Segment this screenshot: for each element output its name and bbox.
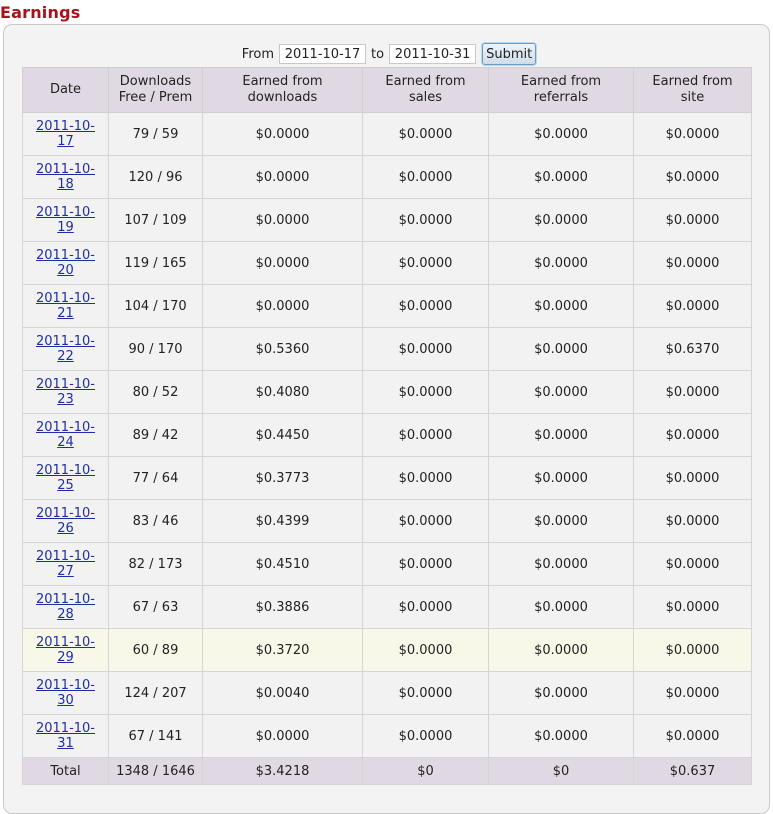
date-link[interactable]	[36, 420, 95, 450]
earned-downloads-cell: $0.3720	[203, 629, 363, 672]
date-link-part2: 20	[57, 263, 74, 278]
earned-sales-cell: $0.0000	[363, 156, 489, 199]
date-link[interactable]	[36, 377, 95, 407]
earned-sales-cell: $0.0000	[363, 457, 489, 500]
earned-sales-cell: $0.0000	[363, 672, 489, 715]
date-link[interactable]	[36, 549, 95, 579]
earned-downloads-cell: $0.0000	[203, 715, 363, 758]
date-link-part2: 25	[57, 478, 74, 493]
total-earned-referrals: $0	[489, 758, 634, 785]
downloads-cell: 120 / 96	[109, 156, 203, 199]
date-cell	[23, 371, 109, 414]
earned-site-cell: $0.0000	[634, 715, 752, 758]
col-header-earned-referrals	[489, 68, 634, 113]
earned-site-cell: $0.6370	[634, 328, 752, 371]
date-link[interactable]	[36, 119, 95, 149]
header-sales-line2: sales	[408, 90, 443, 105]
col-header-earned-downloads	[203, 68, 363, 113]
col-header-earned-sales	[363, 68, 489, 113]
earned-referrals-cell: $0.0000	[489, 414, 634, 457]
date-cell	[23, 113, 109, 156]
earned-referrals-cell: $0.0000	[489, 242, 634, 285]
earned-sales-cell: $0.0000	[363, 328, 489, 371]
date-link[interactable]	[36, 721, 95, 751]
date-link-part1: 2011-10-	[35, 592, 95, 607]
downloads-cell: 80 / 52	[109, 371, 203, 414]
table-row	[23, 629, 752, 672]
earned-downloads-cell: $0.0000	[203, 113, 363, 156]
earned-site-cell: $0.0000	[634, 629, 752, 672]
date-link-part2: 29	[57, 650, 74, 665]
earned-downloads-cell: $0.0000	[203, 285, 363, 328]
earned-referrals-cell: $0.0000	[489, 156, 634, 199]
table-row	[23, 500, 752, 543]
earned-site-cell: $0.0000	[634, 457, 752, 500]
header-dl-line1: Earned from	[242, 74, 323, 89]
date-cell	[23, 199, 109, 242]
date-cell	[23, 543, 109, 586]
date-cell	[23, 414, 109, 457]
earned-downloads-cell: $0.0000	[203, 156, 363, 199]
table-row	[23, 414, 752, 457]
date-cell	[23, 672, 109, 715]
total-row	[23, 758, 752, 785]
date-link[interactable]	[36, 248, 95, 278]
earnings-table	[22, 67, 752, 785]
downloads-cell: 79 / 59	[109, 113, 203, 156]
date-cell	[23, 285, 109, 328]
date-link-part2: 24	[57, 435, 74, 450]
earned-downloads-cell: $0.0040	[203, 672, 363, 715]
table-row	[23, 715, 752, 758]
earned-site-cell: $0.0000	[634, 672, 752, 715]
earned-referrals-cell: $0.0000	[489, 500, 634, 543]
date-link[interactable]	[36, 678, 95, 708]
date-cell	[23, 242, 109, 285]
total-earned-downloads: $3.4218	[203, 758, 363, 785]
date-link-part2: 26	[57, 521, 74, 536]
table-row	[23, 672, 752, 715]
date-link-part1: 2011-10-	[35, 162, 95, 177]
date-link-part1: 2011-10-	[35, 334, 95, 349]
downloads-cell: 89 / 42	[109, 414, 203, 457]
earned-site-cell: $0.0000	[634, 500, 752, 543]
date-link[interactable]	[36, 162, 95, 192]
date-link-part1: 2011-10-	[35, 119, 95, 134]
earned-sales-cell: $0.0000	[363, 543, 489, 586]
earned-sales-cell: $0.0000	[363, 500, 489, 543]
downloads-cell: 83 / 46	[109, 500, 203, 543]
downloads-cell: 67 / 141	[109, 715, 203, 758]
downloads-cell: 67 / 63	[109, 586, 203, 629]
date-cell	[23, 500, 109, 543]
earned-referrals-cell: $0.0000	[489, 457, 634, 500]
date-cell	[23, 715, 109, 758]
downloads-cell: 90 / 170	[109, 328, 203, 371]
page-title: Earnings	[0, 3, 81, 22]
date-link-part1: 2011-10-	[35, 721, 95, 736]
date-link-part2: 28	[57, 607, 74, 622]
earned-site-cell: $0.0000	[634, 242, 752, 285]
earned-site-cell: $0.0000	[634, 414, 752, 457]
earned-downloads-cell: $0.4399	[203, 500, 363, 543]
date-link-part1: 2011-10-	[35, 291, 95, 306]
earned-site-cell: $0.0000	[634, 199, 752, 242]
table-row	[23, 242, 752, 285]
earned-referrals-cell: $0.0000	[489, 543, 634, 586]
col-header-date	[23, 68, 109, 113]
header-downloads-line1: Downloads	[119, 74, 192, 89]
date-link-part1: 2011-10-	[35, 635, 95, 650]
earned-referrals-cell: $0.0000	[489, 715, 634, 758]
earned-referrals-cell: $0.0000	[489, 328, 634, 371]
to-date-input[interactable]	[389, 44, 476, 64]
earned-site-cell: $0.0000	[634, 285, 752, 328]
date-link-part1: 2011-10-	[35, 549, 95, 564]
earned-site-cell: $0.0000	[634, 156, 752, 199]
earned-sales-cell: $0.0000	[363, 629, 489, 672]
date-cell	[23, 328, 109, 371]
date-link-part1: 2011-10-	[35, 420, 95, 435]
submit-button[interactable]: Submit	[482, 43, 536, 65]
header-downloads-line2: Free / Prem	[118, 90, 193, 105]
header-date-text: Date	[49, 82, 82, 97]
downloads-cell: 77 / 64	[109, 457, 203, 500]
header-site-line2: site	[680, 90, 705, 105]
date-link-part1: 2011-10-	[35, 248, 95, 263]
header-ref-line2: referrals	[533, 90, 589, 105]
earned-referrals-cell: $0.0000	[489, 672, 634, 715]
from-label: From	[241, 46, 275, 62]
earned-referrals-cell: $0.0000	[489, 199, 634, 242]
total-label: Total	[23, 758, 109, 785]
header-sales-line1: Earned from	[385, 74, 466, 89]
earned-sales-cell: $0.0000	[363, 414, 489, 457]
table-row	[23, 371, 752, 414]
date-link[interactable]	[36, 291, 95, 321]
from-date-input[interactable]	[279, 44, 366, 64]
earned-downloads-cell: $0.4450	[203, 414, 363, 457]
date-link-part2: 17	[57, 134, 74, 149]
date-link[interactable]	[36, 205, 95, 235]
earned-referrals-cell: $0.0000	[489, 285, 634, 328]
date-link-part2: 21	[57, 306, 74, 321]
earned-site-cell: $0.0000	[634, 586, 752, 629]
earned-downloads-cell: $0.4510	[203, 543, 363, 586]
downloads-cell: 60 / 89	[109, 629, 203, 672]
earned-referrals-cell: $0.0000	[489, 113, 634, 156]
to-label: to	[371, 46, 385, 62]
earned-sales-cell: $0.0000	[363, 371, 489, 414]
date-cell	[23, 156, 109, 199]
earned-site-cell: $0.0000	[634, 543, 752, 586]
date-link-part2: 31	[57, 736, 74, 751]
date-link-part1: 2011-10-	[35, 506, 95, 521]
downloads-cell: 119 / 165	[109, 242, 203, 285]
col-header-downloads	[109, 68, 203, 113]
date-link-part1: 2011-10-	[35, 205, 95, 220]
total-downloads: 1348 / 1646	[109, 758, 203, 785]
earned-downloads-cell: $0.4080	[203, 371, 363, 414]
total-earned-site: $0.637	[634, 758, 752, 785]
date-filter	[0, 42, 773, 66]
date-link-part2: 18	[57, 177, 74, 192]
date-link[interactable]	[36, 506, 95, 536]
header-ref-line1: Earned from	[520, 74, 602, 89]
table-row	[23, 156, 752, 199]
header-site-line1: Earned from	[652, 74, 733, 89]
table-row	[23, 113, 752, 156]
date-link-part2: 19	[57, 220, 74, 235]
table-row	[23, 586, 752, 629]
date-link-part2: 23	[57, 392, 74, 407]
date-link[interactable]	[36, 463, 95, 493]
earned-referrals-cell: $0.0000	[489, 629, 634, 672]
earned-downloads-cell: $0.0000	[203, 242, 363, 285]
total-earned-sales: $0	[363, 758, 489, 785]
table-row	[23, 285, 752, 328]
earned-downloads-cell: $0.3773	[203, 457, 363, 500]
date-link[interactable]	[36, 592, 95, 622]
earned-sales-cell: $0.0000	[363, 715, 489, 758]
date-link-part1: 2011-10-	[35, 377, 95, 392]
earned-sales-cell: $0.0000	[363, 285, 489, 328]
date-link[interactable]	[36, 635, 95, 665]
earned-sales-cell: $0.0000	[363, 199, 489, 242]
earned-referrals-cell: $0.0000	[489, 371, 634, 414]
earned-downloads-cell: $0.0000	[203, 199, 363, 242]
earned-downloads-cell: $0.3886	[203, 586, 363, 629]
downloads-cell: 107 / 109	[109, 199, 203, 242]
date-link-part2: 22	[57, 349, 74, 364]
table-row	[23, 457, 752, 500]
date-cell	[23, 457, 109, 500]
earned-sales-cell: $0.0000	[363, 242, 489, 285]
date-cell	[23, 586, 109, 629]
table-row	[23, 328, 752, 371]
header-dl-line2: downloads	[247, 90, 318, 105]
downloads-cell: 124 / 207	[109, 672, 203, 715]
earned-sales-cell: $0.0000	[363, 586, 489, 629]
earned-sales-cell: $0.0000	[363, 113, 489, 156]
earned-site-cell: $0.0000	[634, 113, 752, 156]
table-row	[23, 199, 752, 242]
earned-downloads-cell: $0.5360	[203, 328, 363, 371]
date-link[interactable]	[36, 334, 95, 364]
col-header-earned-site	[634, 68, 752, 113]
earned-referrals-cell: $0.0000	[489, 586, 634, 629]
date-link-part2: 27	[57, 564, 74, 579]
earned-site-cell: $0.0000	[634, 371, 752, 414]
downloads-cell: 104 / 170	[109, 285, 203, 328]
table-header-row	[23, 68, 752, 113]
table-row	[23, 543, 752, 586]
date-link-part1: 2011-10-	[35, 463, 95, 478]
date-cell	[23, 629, 109, 672]
date-link-part2: 30	[57, 693, 74, 708]
downloads-cell: 82 / 173	[109, 543, 203, 586]
date-link-part1: 2011-10-	[35, 678, 95, 693]
